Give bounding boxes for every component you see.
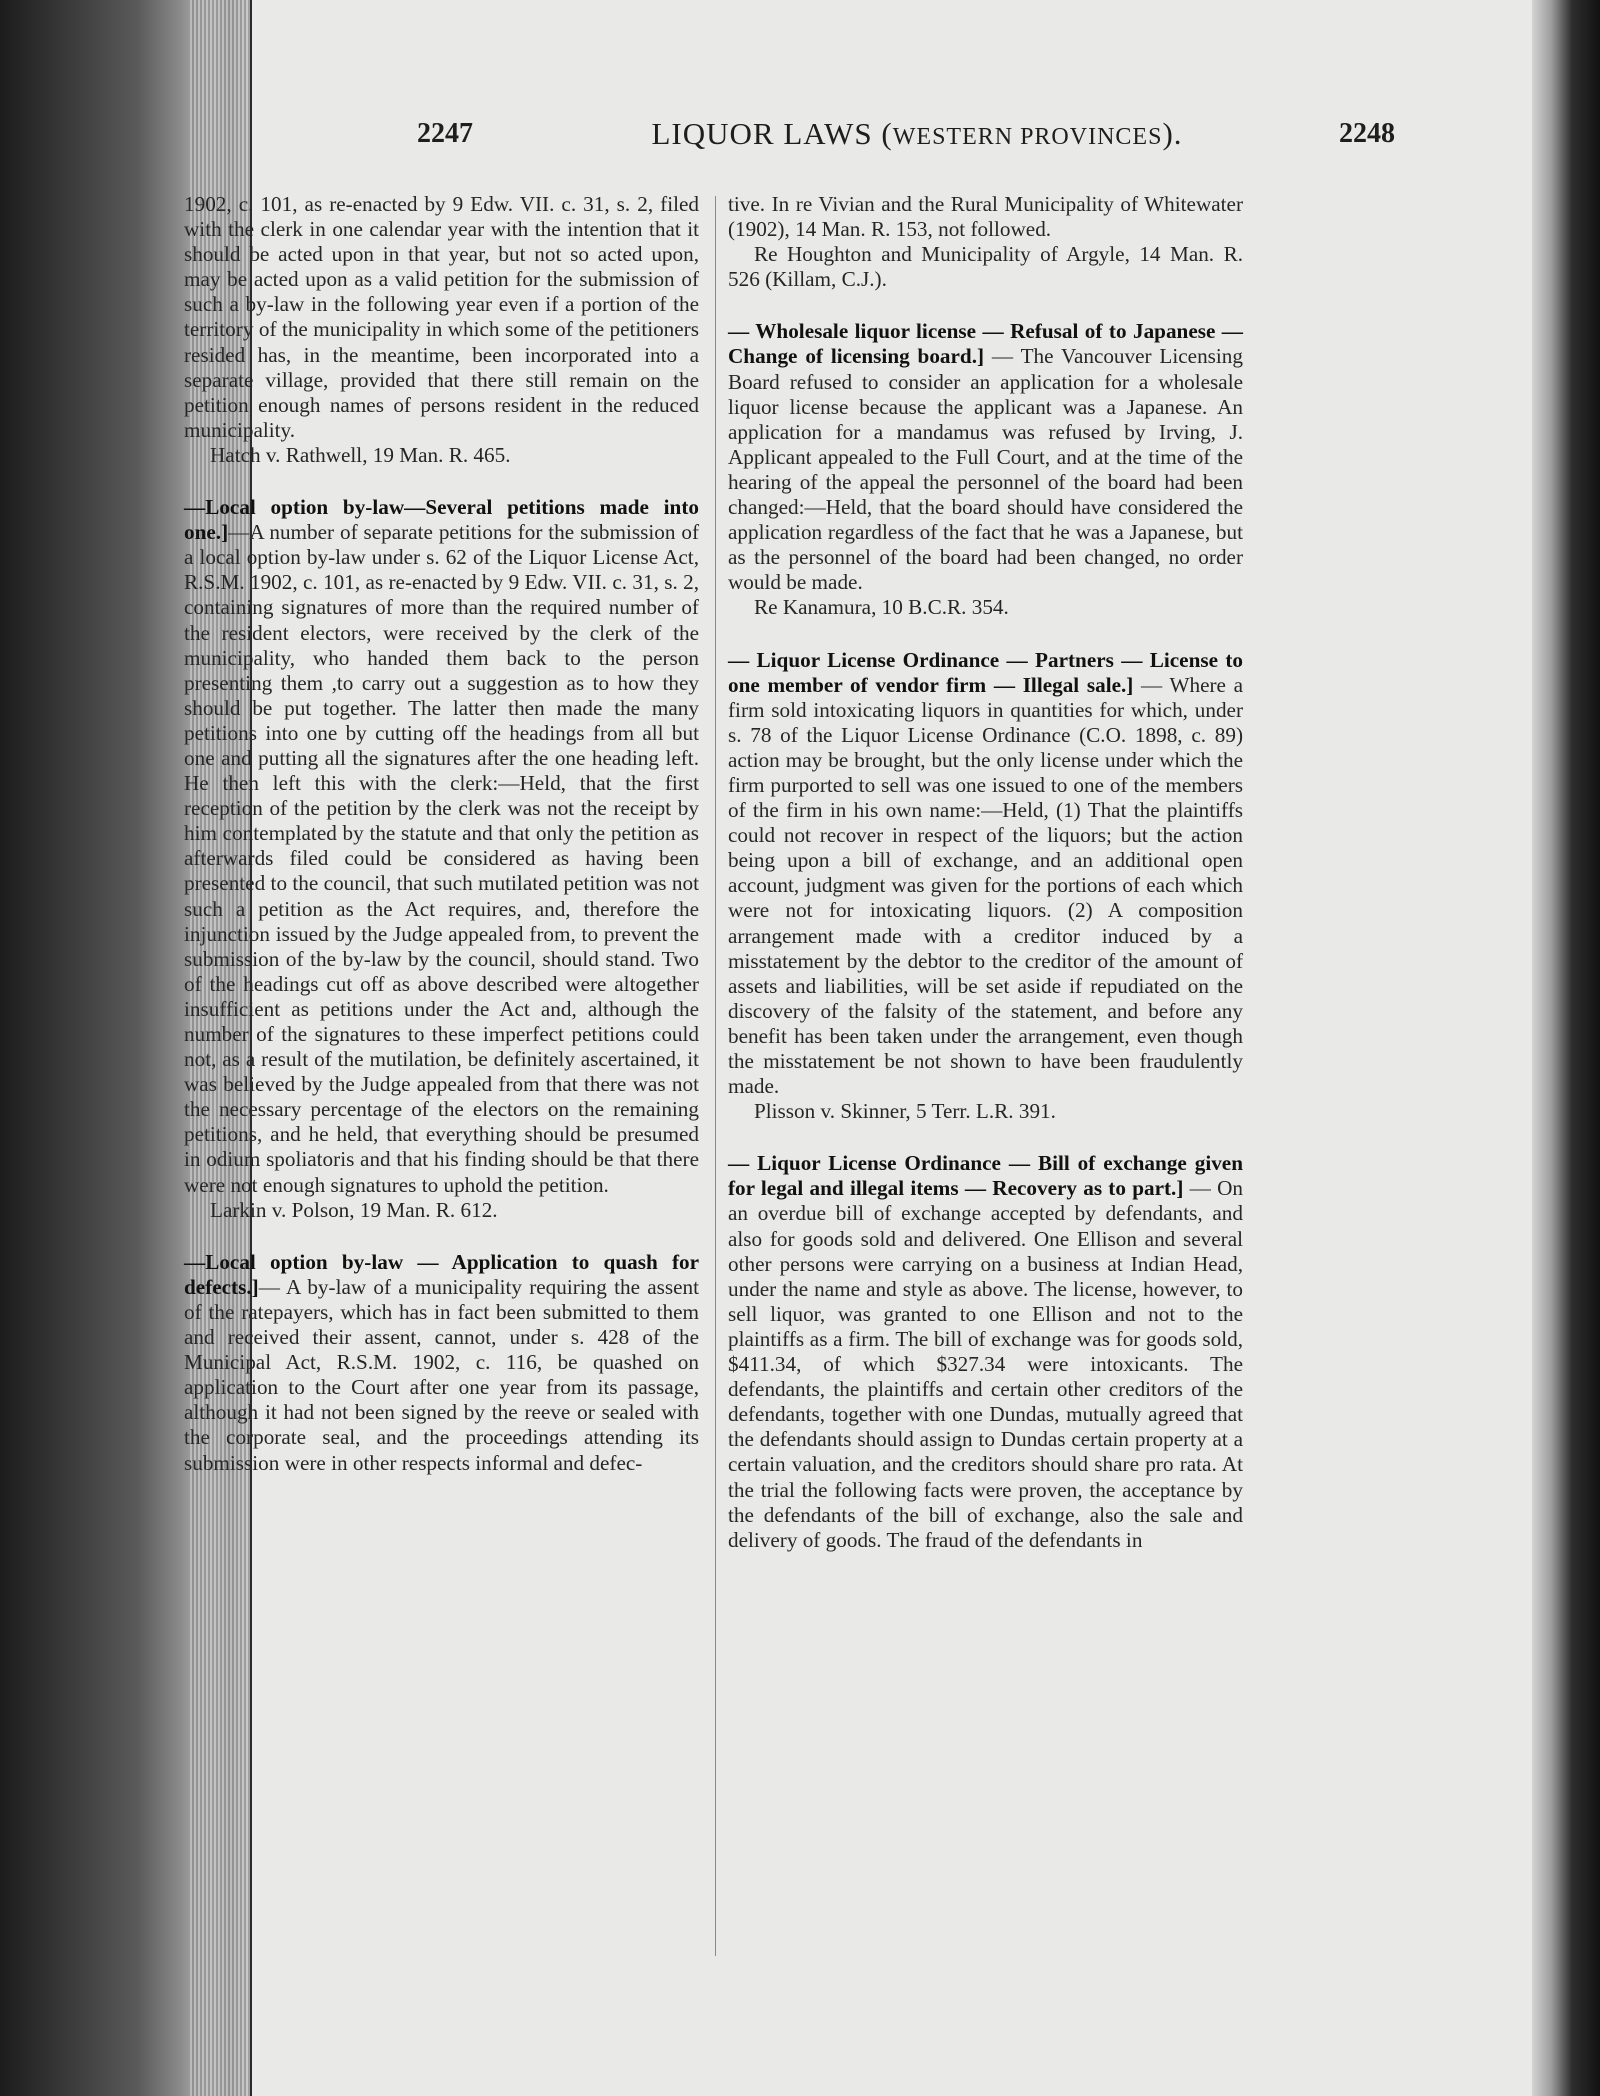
- entry-larkin: [184, 495, 699, 1223]
- entry-text: — On an overdue bill of exchange accepted by defendants, and also for goods sold and delivered. One Ellison and several other persons were carrying on a business at Indian Head, under the name and style as above. The license, however, to sell liquor, was granted to one Ellison and not to the plaintiffs as a firm. The bill of exchange was for goods sold, $411.34, of which $327.34 were intoxicants. The defendants, the plaintiffs and certain other creditors of the defendants, together with one Dundas, mutually agreed that the defendants should assign to Dundas certain property at a certain valuation, and the creditors should share pro rata. At the trial the following facts were proven, the acceptance by the defendants of the bill of exchange, also the sale and delivery of goods. The fraud of the defendants in: [728, 1176, 1243, 1552]
- case-citation: Re Houghton and Municipality of Argyle, 14 Man. R. 526 (Killam, C.J.).: [728, 242, 1243, 292]
- entry-paragraph: [184, 1250, 699, 1476]
- entry-continuation: [728, 192, 1243, 292]
- right-column: [728, 192, 1243, 1580]
- running-title: [637, 116, 1197, 152]
- entry-heading: — Liquor License Ordinance — Partners — License to one member of vendor firm — Illegal sale.]: [728, 647, 1243, 697]
- left-page-number: 2247: [417, 118, 473, 149]
- entry-paragraph: [728, 319, 1243, 595]
- entry-text: — A by-law of a municipality requiring the assent of the ratepayers, which has in fact been submitted to them and received their assent, cannot, under s. 428 of the Municipal Act, R.S.M. 1902, c. 116, be quashed on application to the Court after one year from its passage, although it had not been signed by the reeve or sealed with the corporate seal, and the proceedings attending its submission were in other respects informal and defec-: [184, 1274, 699, 1475]
- entry-heading: —Local option by-law—Several petitions made into one.]: [184, 495, 699, 545]
- entry-paragraph: [184, 495, 699, 1198]
- entry-text: — The Vancouver Licensing Board refused to consider an application for a wholesale liquor license because the applicant was a Japanese. An application for a mandamus was refused by Irving, J. Applicant appealed to the Full Court, and at the time of the hearing of the appeal the personnel of the board had been changed:—Held, that the board should have considered the application regardless of the fact that he was a Japanese, but as the personnel of the board had been changed, no order would be made.: [728, 344, 1243, 595]
- case-citation: Hatch v. Rathwell, 19 Man. R. 465.: [210, 442, 511, 467]
- entry-quash: [184, 1250, 699, 1476]
- case-citation: Re Kanamura, 10 B.C.R. 354.: [754, 595, 1009, 620]
- title-end: ).: [1162, 116, 1183, 151]
- entry-text: 1902, c. 101, as re-enacted by 9 Edw. VII. c. 31, s. 2, filed with the clerk in one calendar year with the intention that it should be acted upon in that year, but not so acted upon, may be acted upon as a valid petition for the submission of such a by-law in the following year even if a portion of the territory of the municipality in which some of the petitioners resided has, in the meantime, been incorporated into a separate village, provided that there still remain on the petition enough names of persons resident in the reduced municipality.: [184, 192, 699, 442]
- column-divider: [715, 196, 716, 1956]
- entry-text: — Where a firm sold intoxicating liquors in quantities for which, under s. 78 of the Liquor License Ordinance (C.O. 1898, c. 89) action may be brought, but the only license under which the firm purported to sell was one issued to one of the members of the firm in his own name:—Held, (1) That the plaintiffs could not recover in respect of the liquors; but the action being upon a bill of exchange, and an additional open account, judgment was given for the portions of each which were not for intoxicating liquors. (2) A composition arrangement made with a creditor induced by a misstatement by the debtor to the creditor of the amount of assets and liabilities, will be set aside if repudiated on the discovery of the falsity of the statement, and before any benefit has been taken under the arrangement, even though the misstatement be not shown to have been fraudulently made.: [728, 672, 1243, 1099]
- book-right-edge: [1530, 0, 1600, 2096]
- entry-heading: —Local option by-law — Application to quash for defects.]: [184, 1249, 699, 1299]
- case-citation: Larkin v. Polson, 19 Man. R. 612.: [210, 1197, 498, 1222]
- entry-heading: — Wholesale liquor license — Refusal of to Japanese — Change of licensing board.]: [728, 319, 1243, 369]
- left-column: [184, 192, 699, 1503]
- entry-bill-of-exchange: [728, 1151, 1243, 1553]
- entry-paragraph: [728, 1151, 1243, 1553]
- title-smallcaps: WESTERN PROVINCES: [892, 124, 1163, 150]
- entry-heading: — Liquor License Ordinance — Bill of exchange given for legal and illegal items — Recovery as to part.]: [728, 1151, 1243, 1201]
- right-page-number: 2248: [1339, 118, 1395, 149]
- entry-kanamura: [728, 319, 1243, 620]
- entry-hatch: [184, 192, 699, 468]
- entry-paragraph: [728, 648, 1243, 1100]
- case-citation: Plisson v. Skinner, 5 Terr. L.R. 391.: [754, 1099, 1056, 1124]
- entry-plisson: [728, 648, 1243, 1125]
- running-header: [252, 110, 1532, 160]
- title-main: LIQUOR LAWS (: [651, 116, 893, 151]
- entry-text: —A number of separate petitions for the submission of a local option by-law under s. 62 of the Liquor License Act, R.S.M. 1902, c. 101, as re-enacted by 9 Edw. VII. c. 31, s. 2, containing signatures of more than the required number of the resident electors, were received by the clerk of the municipality, who handed them back to the person presenting them ,to carry out a suggestion as to how they should be put together. The latter then made the many petitions into one by cutting off the headings from all but one and putting all the signatures after the one heading left. He then left this with the clerk:—Held, that the first reception of the petition by the clerk was not the receipt by him contemplated by the statute and that only the petition as afterwards filed could be considered as having been presented to the council, that such mutilated petition was not such a petition as the Act requires, and, therefore the injunction issued by the Judge appealed from, to prevent the submission of the by-law by the council, should stand. Two of the headings cut off as above described were altogether insufficient as petitions under the Act and, although the number of the signatures to these imperfect petitions could not, as a result of the mutilation, be definitely ascertained, it was believed by the Judge appealed from that there was not the necessary percentage of the electors on the remaining petitions, and he held, that everything should be presumed in odium spoliatoris and that his finding should be that there were not enough signatures to uphold the petition.: [184, 520, 699, 1197]
- entry-text: tive. In re Vivian and the Rural Municipality of Whitewater (1902), 14 Man. R. 153, not followed.: [728, 192, 1243, 242]
